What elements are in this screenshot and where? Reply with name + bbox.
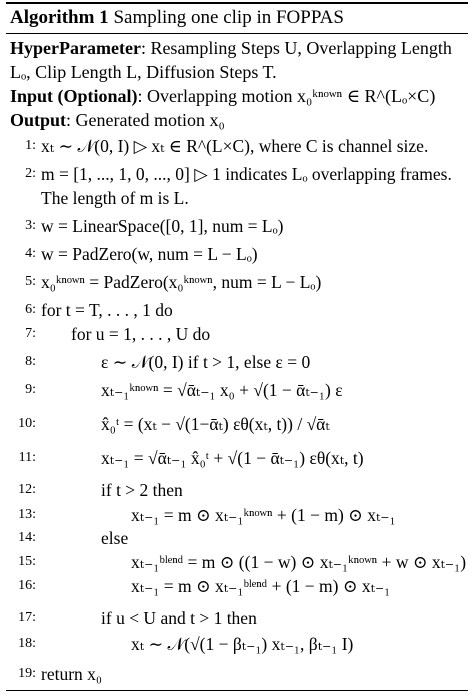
bottom-rule [6,690,468,691]
line-text: xₜ₋₁ = m ⊙ xₜ₋₁ᵇˡᵉⁿᵈ + (1 − m) ⊙ xₜ₋₁ [131,576,391,596]
hyperparameter-label: HyperParameter [10,38,141,58]
line-number: 12: [18,482,36,497]
line-text: x₀ᵏⁿᵒʷⁿ = PadZero(x₀ᵏⁿᵒʷⁿ, num = L − Lₒ) [41,272,322,292]
line-number: 2: [25,166,36,181]
line-number: 19: [18,666,36,681]
hyperparameter-row [10,36,464,84]
input-row [10,84,464,108]
line-number: 3: [25,218,36,233]
algorithm-name: Sampling one clip in FOPPAS [113,7,344,28]
line-text: w = PadZero(w, num = L − Lₒ) [41,244,258,264]
line-number: 15: [18,554,36,569]
line-number: 8: [25,354,36,369]
line-text: if u < U and t > 1 then [101,608,257,628]
hyperparameter-text: : Resampling Steps U, Overlapping Length Lₒ, Clip Length L, Diffusion Steps T. [10,38,452,82]
line-text: xₜ₋₁ᵏⁿᵒʷⁿ = √ᾱₜ₋₁ x₀ + √(1 − ᾱₜ₋₁) ε [101,380,343,400]
input-label: Input (Optional) [10,86,138,106]
line-text: xₜ ∼ 𝒩(√(1 − βₜ₋₁) xₜ₋₁, βₜ₋₁ I) [131,634,354,654]
line-text: return x₀ [41,664,103,684]
line-text: x̂₀ᵗ = (xₜ − √(1−ᾱₜ) εθ(xₜ, t)) / √ᾱₜ [101,414,330,434]
line-text: ε ∼ 𝒩(0, I) if t > 1, else ε = 0 [101,352,311,372]
output-label: Output [10,110,67,130]
line-number: 5: [25,274,36,289]
line-number: 10: [18,416,36,431]
output-text: : Generated motion x₀ [66,110,225,130]
line-text: xₜ ∼ 𝒩(0, I) ▷ xₜ ∈ R^(L×C), where C is channel size. [41,136,429,156]
line-text: m = [1, ..., 1, 0, ..., 0] ▷ 1 indicates Lₒ overlapping frames. The length of m is L. [41,164,452,208]
line-number: 13: [18,507,36,522]
title-rule [6,33,468,34]
algorithm-label: Algorithm 1 [10,7,109,28]
line-text: for u = 1, . . . , U do [71,324,211,344]
line-number: 18: [18,636,36,651]
line-text: w = LinearSpace([0, 1], num = Lₒ) [41,216,284,236]
line-number: 6: [25,302,36,317]
line-number: 16: [18,578,36,593]
line-number: 1: [25,138,36,153]
line-text: if t > 2 then [101,480,183,500]
input-text: : Overlapping motion x₀ᵏⁿᵒʷⁿ ∈ R^(Lₒ×C) [137,86,436,106]
top-rule [6,2,468,4]
line-number: 7: [25,326,36,341]
line-text: xₜ₋₁ = √ᾱₜ₋₁ x̂₀ᵗ + √(1 − ᾱₜ₋₁) εθ(xₜ, t) [101,448,364,468]
line-text: else [101,528,129,548]
output-row [10,108,464,132]
line-number: 4: [25,246,36,261]
line-number: 9: [25,382,36,397]
line-number: 14: [18,530,36,545]
line-text: for t = T, . . . , 1 do [41,300,173,320]
line-number: 17: [18,610,36,625]
algorithm-title [10,7,344,29]
line-text: xₜ₋₁ᵇˡᵉⁿᵈ = m ⊙ ((1 − w) ⊙ xₜ₋₁ᵏⁿᵒʷⁿ + w ⊙ xₜ₋₁) [131,552,467,572]
line-number: 11: [18,450,36,465]
line-text: xₜ₋₁ = m ⊙ xₜ₋₁ᵏⁿᵒʷⁿ + (1 − m) ⊙ xₜ₋₁ [131,505,396,525]
